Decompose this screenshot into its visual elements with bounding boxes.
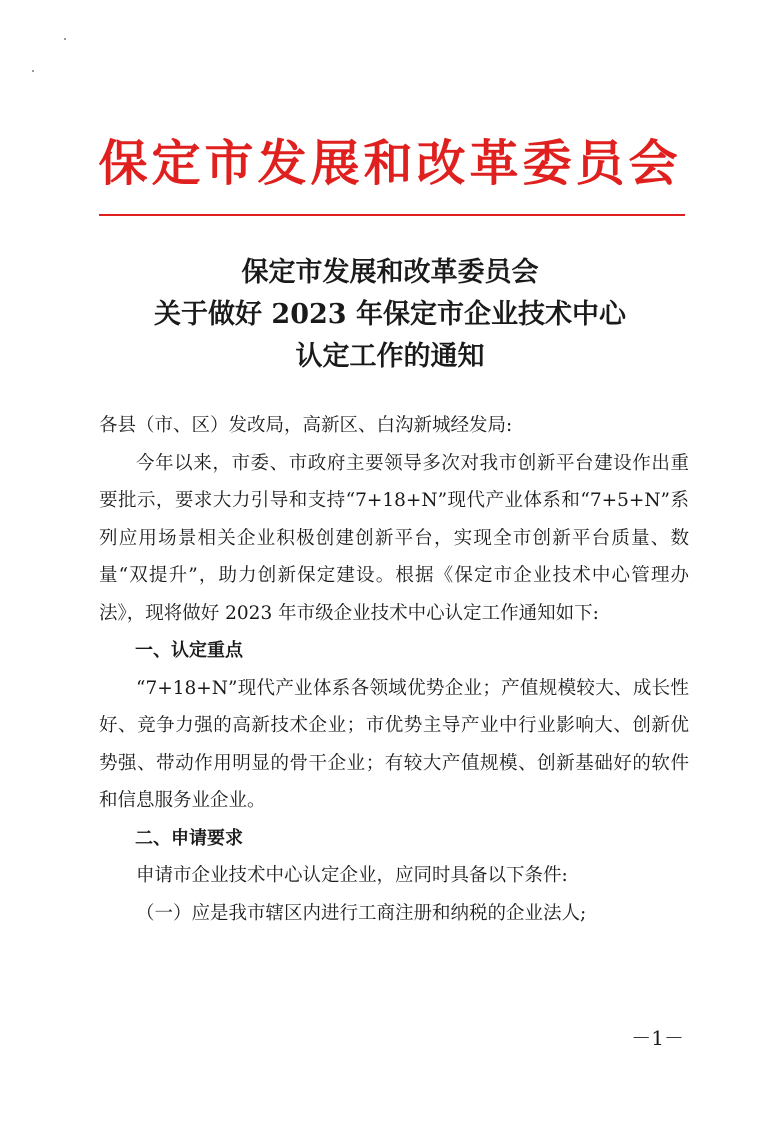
- intro-paragraph: 今年以来，市委、市政府主要领导多次对我市创新平台建设作出重要批示，要求大力引导和支持“7+18+N”现代产业体系和“7+5+N”系列应用场景相关企业积极创建创新平台，实现全市创新平台质量、数量“双提升”，助力创新保定建设。根据《保定市企业技术中心管理办法》，现将做好 2023 年市级企业技术中心认定工作通知如下:: [99, 452, 689, 624]
- page-number: －1－: [631, 1026, 684, 1050]
- condition-item-1: （一）应是我市辖区内进行工商注册和纳税的企业法人;: [136, 902, 587, 924]
- title-line: 认定工作的通知: [295, 341, 485, 372]
- section-heading-1: 一、认定重点: [135, 640, 243, 661]
- scan-speck: [64, 38, 66, 40]
- section-heading-2: 二、申请要求: [135, 827, 243, 849]
- section-2-intro: 申请市企业技术中心认定企业，应同时具备以下条件:: [136, 865, 568, 886]
- document-body: [99, 407, 689, 932]
- section-1-paragraph: “7+18+N”现代产业体系各领域优势企业；产值规模较大、成长性好、竞争力强的高新技术企业；市优势主导产业中行业影响大、创新优势强、带动作用明显的骨干企业；有较大产值规模、创新基础好的软件和信息服务业企业。: [99, 677, 689, 811]
- salutation: 各县（市、区）发改局，高新区、白沟新城经发局:: [99, 415, 513, 436]
- document-title: [0, 252, 780, 378]
- red-divider-line: [99, 214, 685, 216]
- letterhead: 保定市发展和改革委员会: [98, 134, 682, 192]
- title-line: 保定市发展和改革委员会: [241, 257, 539, 288]
- title-line: 关于做好 2023 年保定市企业技术中心: [154, 299, 626, 330]
- scan-speck: [32, 70, 34, 72]
